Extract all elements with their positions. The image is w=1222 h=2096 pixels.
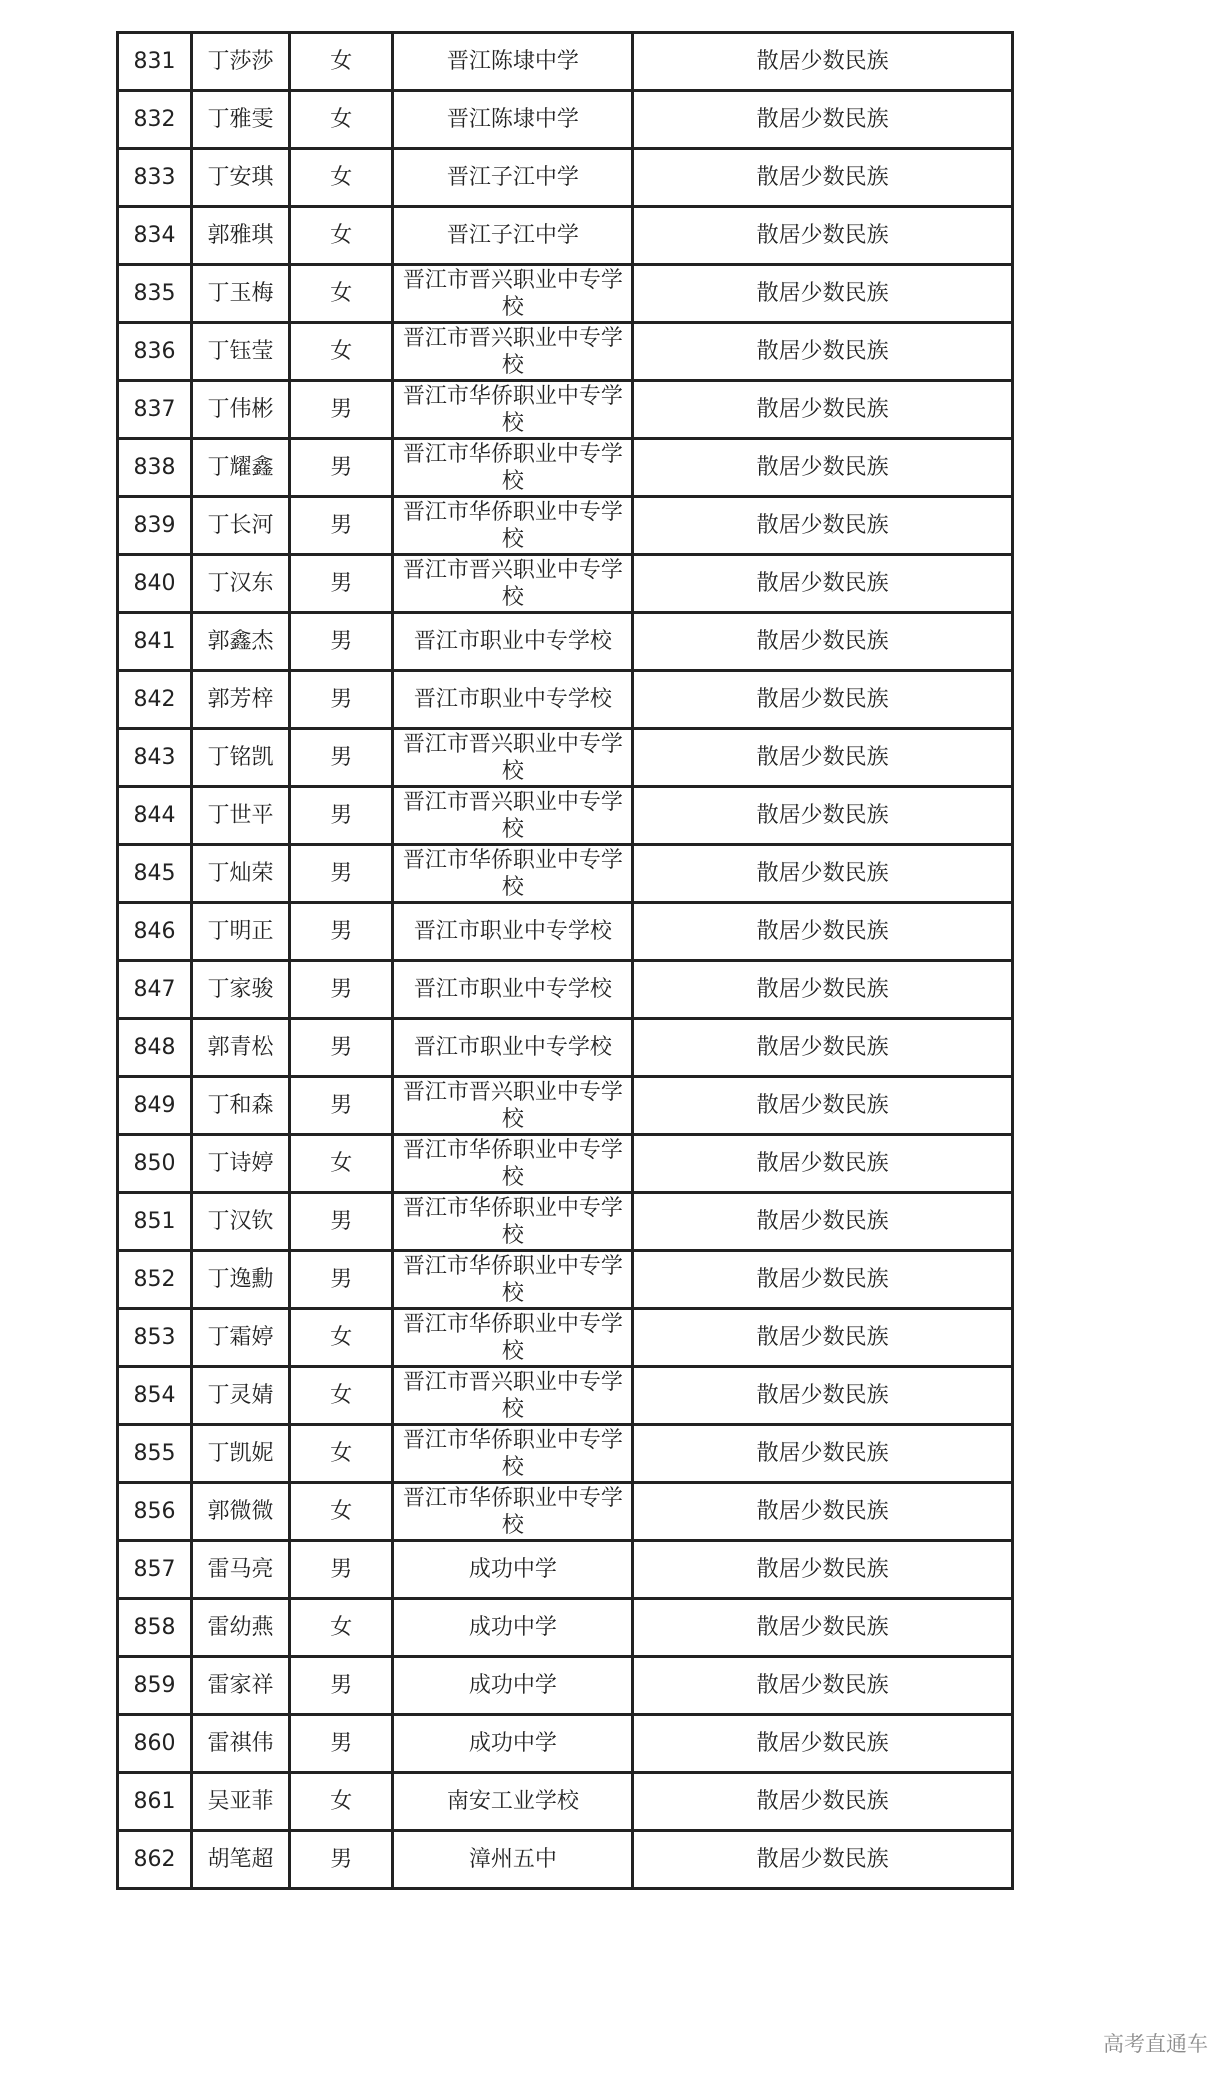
table-row (118, 1483, 1013, 1541)
cell-gender: 女 (290, 1483, 393, 1541)
cell-name: 丁世平 (191, 787, 289, 845)
cell-number: 854 (118, 1367, 192, 1425)
table-row (118, 149, 1013, 207)
table-row (118, 1541, 1013, 1599)
cell-name: 郭芳梓 (191, 671, 289, 729)
table-row (118, 265, 1013, 323)
cell-category: 散居少数民族 (633, 1599, 1013, 1657)
table-row (118, 439, 1013, 497)
cell-school: 晋江子江中学 (393, 207, 633, 265)
table-row (118, 1135, 1013, 1193)
cell-number: 846 (118, 903, 192, 961)
cell-number: 853 (118, 1309, 192, 1367)
cell-school: 晋江市华侨职业中专学校 (393, 1251, 633, 1309)
cell-category: 散居少数民族 (633, 1541, 1013, 1599)
table-row (118, 1367, 1013, 1425)
cell-category: 散居少数民族 (633, 1715, 1013, 1773)
table-body (118, 33, 1013, 1889)
cell-school: 漳州五中 (393, 1831, 633, 1889)
cell-gender: 女 (290, 1425, 393, 1483)
table-row (118, 497, 1013, 555)
cell-number: 847 (118, 961, 192, 1019)
cell-gender: 男 (290, 1541, 393, 1599)
cell-number: 832 (118, 91, 192, 149)
cell-number: 839 (118, 497, 192, 555)
cell-name: 丁雅雯 (191, 91, 289, 149)
cell-gender: 男 (290, 903, 393, 961)
cell-name: 丁灵婧 (191, 1367, 289, 1425)
cell-name: 雷幼燕 (191, 1599, 289, 1657)
cell-gender: 女 (290, 1135, 393, 1193)
cell-gender: 男 (290, 555, 393, 613)
cell-school: 晋江市晋兴职业中专学校 (393, 787, 633, 845)
cell-number: 831 (118, 33, 192, 91)
cell-category: 散居少数民族 (633, 555, 1013, 613)
cell-name: 郭微微 (191, 1483, 289, 1541)
cell-category: 散居少数民族 (633, 961, 1013, 1019)
cell-gender: 男 (290, 1077, 393, 1135)
cell-gender: 女 (290, 1599, 393, 1657)
cell-name: 郭鑫杰 (191, 613, 289, 671)
table-row (118, 33, 1013, 91)
cell-number: 857 (118, 1541, 192, 1599)
cell-gender: 女 (290, 149, 393, 207)
cell-gender: 女 (290, 33, 393, 91)
cell-school: 晋江市职业中专学校 (393, 613, 633, 671)
cell-name: 雷家祥 (191, 1657, 289, 1715)
cell-name: 丁霜婷 (191, 1309, 289, 1367)
cell-number: 851 (118, 1193, 192, 1251)
cell-name: 吴亚菲 (191, 1773, 289, 1831)
table-row (118, 207, 1013, 265)
table-row (118, 1309, 1013, 1367)
table-row (118, 729, 1013, 787)
cell-school: 晋江市华侨职业中专学校 (393, 1425, 633, 1483)
cell-name: 丁耀鑫 (191, 439, 289, 497)
cell-school: 晋江市华侨职业中专学校 (393, 439, 633, 497)
watermark-text: 高考直通车 (1103, 2032, 1208, 2056)
cell-gender: 男 (290, 729, 393, 787)
table-row (118, 1599, 1013, 1657)
cell-number: 845 (118, 845, 192, 903)
cell-category: 散居少数民族 (633, 33, 1013, 91)
cell-school: 晋江市华侨职业中专学校 (393, 845, 633, 903)
cell-school: 晋江陈埭中学 (393, 91, 633, 149)
table-row (118, 1193, 1013, 1251)
table-row (118, 1831, 1013, 1889)
cell-school: 晋江市职业中专学校 (393, 961, 633, 1019)
cell-category: 散居少数民族 (633, 91, 1013, 149)
cell-number: 848 (118, 1019, 192, 1077)
table-row (118, 323, 1013, 381)
cell-name: 郭青松 (191, 1019, 289, 1077)
cell-school: 晋江市华侨职业中专学校 (393, 381, 633, 439)
cell-school: 成功中学 (393, 1715, 633, 1773)
cell-name: 丁明正 (191, 903, 289, 961)
cell-school: 晋江陈埭中学 (393, 33, 633, 91)
cell-school: 晋江市职业中专学校 (393, 903, 633, 961)
cell-category: 散居少数民族 (633, 845, 1013, 903)
cell-gender: 女 (290, 91, 393, 149)
cell-number: 843 (118, 729, 192, 787)
cell-gender: 女 (290, 323, 393, 381)
cell-name: 胡笔超 (191, 1831, 289, 1889)
cell-gender: 男 (290, 1019, 393, 1077)
cell-gender: 男 (290, 439, 393, 497)
cell-school: 晋江市华侨职业中专学校 (393, 1135, 633, 1193)
cell-school: 成功中学 (393, 1599, 633, 1657)
cell-number: 834 (118, 207, 192, 265)
cell-category: 散居少数民族 (633, 903, 1013, 961)
table-row (118, 903, 1013, 961)
cell-school: 成功中学 (393, 1541, 633, 1599)
cell-number: 856 (118, 1483, 192, 1541)
cell-name: 丁钰莹 (191, 323, 289, 381)
cell-number: 838 (118, 439, 192, 497)
cell-name: 丁灿荣 (191, 845, 289, 903)
cell-category: 散居少数民族 (633, 439, 1013, 497)
cell-number: 858 (118, 1599, 192, 1657)
cell-name: 丁玉梅 (191, 265, 289, 323)
cell-category: 散居少数民族 (633, 149, 1013, 207)
cell-number: 833 (118, 149, 192, 207)
table-row (118, 91, 1013, 149)
cell-name: 郭雅琪 (191, 207, 289, 265)
cell-number: 840 (118, 555, 192, 613)
table-row (118, 787, 1013, 845)
cell-category: 散居少数民族 (633, 1309, 1013, 1367)
cell-category: 散居少数民族 (633, 381, 1013, 439)
cell-school: 南安工业学校 (393, 1773, 633, 1831)
cell-name: 丁汉东 (191, 555, 289, 613)
cell-school: 晋江市晋兴职业中专学校 (393, 1367, 633, 1425)
cell-category: 散居少数民族 (633, 1019, 1013, 1077)
cell-school: 晋江市晋兴职业中专学校 (393, 323, 633, 381)
cell-school: 晋江市晋兴职业中专学校 (393, 729, 633, 787)
cell-number: 855 (118, 1425, 192, 1483)
cell-name: 雷祺伟 (191, 1715, 289, 1773)
table-row (118, 1019, 1013, 1077)
cell-number: 842 (118, 671, 192, 729)
cell-gender: 女 (290, 265, 393, 323)
cell-category: 散居少数民族 (633, 1425, 1013, 1483)
cell-gender: 男 (290, 1193, 393, 1251)
cell-category: 散居少数民族 (633, 1077, 1013, 1135)
cell-category: 散居少数民族 (633, 1135, 1013, 1193)
cell-school: 晋江市晋兴职业中专学校 (393, 1077, 633, 1135)
cell-number: 862 (118, 1831, 192, 1889)
table-row (118, 1715, 1013, 1773)
cell-gender: 男 (290, 613, 393, 671)
cell-category: 散居少数民族 (633, 1831, 1013, 1889)
cell-number: 837 (118, 381, 192, 439)
cell-school: 晋江市晋兴职业中专学校 (393, 555, 633, 613)
cell-category: 散居少数民族 (633, 1367, 1013, 1425)
cell-school: 晋江市华侨职业中专学校 (393, 497, 633, 555)
cell-gender: 男 (290, 961, 393, 1019)
cell-name: 丁和森 (191, 1077, 289, 1135)
cell-number: 841 (118, 613, 192, 671)
cell-school: 成功中学 (393, 1657, 633, 1715)
cell-gender: 女 (290, 1309, 393, 1367)
cell-name: 丁逸勳 (191, 1251, 289, 1309)
cell-gender: 男 (290, 671, 393, 729)
table-row (118, 1425, 1013, 1483)
cell-number: 844 (118, 787, 192, 845)
cell-name: 丁莎莎 (191, 33, 289, 91)
cell-name: 丁诗婷 (191, 1135, 289, 1193)
cell-category: 散居少数民族 (633, 323, 1013, 381)
cell-name: 丁伟彬 (191, 381, 289, 439)
cell-gender: 男 (290, 1831, 393, 1889)
table-row (118, 381, 1013, 439)
table-row (118, 613, 1013, 671)
table-row (118, 671, 1013, 729)
table-row (118, 1657, 1013, 1715)
cell-gender: 男 (290, 845, 393, 903)
cell-category: 散居少数民族 (633, 1483, 1013, 1541)
cell-category: 散居少数民族 (633, 1773, 1013, 1831)
cell-name: 丁安琪 (191, 149, 289, 207)
table-row (118, 961, 1013, 1019)
cell-school: 晋江子江中学 (393, 149, 633, 207)
cell-number: 835 (118, 265, 192, 323)
table-row (118, 1251, 1013, 1309)
cell-category: 散居少数民族 (633, 1251, 1013, 1309)
table-row (118, 1077, 1013, 1135)
cell-gender: 女 (290, 207, 393, 265)
cell-gender: 男 (290, 787, 393, 845)
cell-gender: 女 (290, 1773, 393, 1831)
cell-category: 散居少数民族 (633, 497, 1013, 555)
cell-school: 晋江市职业中专学校 (393, 1019, 633, 1077)
cell-name: 丁长河 (191, 497, 289, 555)
cell-school: 晋江市华侨职业中专学校 (393, 1193, 633, 1251)
table-row (118, 845, 1013, 903)
cell-name: 丁汉钦 (191, 1193, 289, 1251)
cell-category: 散居少数民族 (633, 729, 1013, 787)
cell-gender: 男 (290, 1657, 393, 1715)
table-row (118, 1773, 1013, 1831)
cell-school: 晋江市华侨职业中专学校 (393, 1483, 633, 1541)
student-list-table (116, 31, 1014, 1890)
table-row (118, 555, 1013, 613)
cell-name: 丁铭凯 (191, 729, 289, 787)
cell-school: 晋江市华侨职业中专学校 (393, 1309, 633, 1367)
cell-school: 晋江市职业中专学校 (393, 671, 633, 729)
cell-gender: 男 (290, 381, 393, 439)
cell-number: 852 (118, 1251, 192, 1309)
cell-number: 850 (118, 1135, 192, 1193)
cell-gender: 男 (290, 497, 393, 555)
cell-category: 散居少数民族 (633, 1657, 1013, 1715)
cell-number: 859 (118, 1657, 192, 1715)
cell-gender: 女 (290, 1367, 393, 1425)
cell-gender: 男 (290, 1715, 393, 1773)
cell-name: 丁家骏 (191, 961, 289, 1019)
cell-category: 散居少数民族 (633, 613, 1013, 671)
cell-category: 散居少数民族 (633, 207, 1013, 265)
cell-school: 晋江市晋兴职业中专学校 (393, 265, 633, 323)
cell-category: 散居少数民族 (633, 265, 1013, 323)
cell-category: 散居少数民族 (633, 787, 1013, 845)
cell-name: 雷马亮 (191, 1541, 289, 1599)
cell-number: 860 (118, 1715, 192, 1773)
cell-number: 849 (118, 1077, 192, 1135)
cell-number: 836 (118, 323, 192, 381)
cell-name: 丁凯妮 (191, 1425, 289, 1483)
cell-category: 散居少数民族 (633, 1193, 1013, 1251)
cell-gender: 男 (290, 1251, 393, 1309)
cell-number: 861 (118, 1773, 192, 1831)
cell-category: 散居少数民族 (633, 671, 1013, 729)
